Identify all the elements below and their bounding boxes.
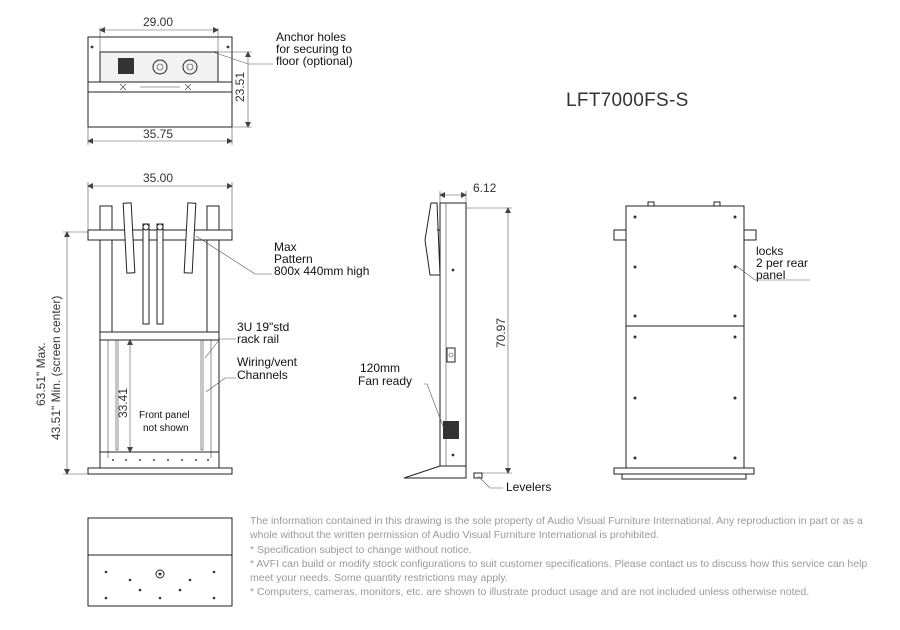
callout-rack-rail-line-1: 3U 19"std <box>237 320 290 334</box>
callout-max-pattern-line-1: Max <box>274 240 297 254</box>
rear-base <box>614 468 754 474</box>
note-custom: * AVFI can build or modify stock configurations to suit customer specifications. Please contact us to discuss how this service can help meet your needs. Some quantity restrictions may apply. <box>250 557 868 585</box>
callout-locks-line-1: locks <box>756 244 784 258</box>
callout-rack-rail-line-2: rack rail <box>237 332 280 346</box>
side-port <box>447 348 455 362</box>
bottom-view-outline <box>88 518 232 606</box>
callout-anchor-line-3: floor (optional) <box>276 54 353 68</box>
front-panel-note-line-2: not shown <box>143 423 189 434</box>
callout-max-pattern-line-2: Pattern <box>274 252 313 266</box>
dim-front-width: 35.00 <box>143 171 174 185</box>
dim-rack-height: 33.41 <box>116 387 130 418</box>
dim-side-height: 70.97 <box>494 317 508 348</box>
dim-top-depth: 23.51 <box>233 71 247 102</box>
callout-wiring-line-1: Wiring/vent <box>237 355 298 369</box>
callout-locks-line-2: 2 per rear <box>756 256 809 270</box>
callout-anchor-line-1: Anchor holes <box>276 30 347 44</box>
side-view <box>358 181 551 494</box>
note-illustration: * Computers, cameras, monitors, etc. are shown to illustrate product usage and are not included unless otherwise noted. <box>250 586 810 599</box>
mount-arm-right <box>184 203 196 273</box>
model-title: LFT7000FS-S <box>566 90 689 111</box>
side-fan <box>443 421 459 439</box>
rear-view <box>614 202 810 479</box>
note-spec: * Specification subject to change without notice. <box>250 543 472 556</box>
mount-bar-1 <box>143 224 149 324</box>
top-view-fan-grille <box>118 58 134 74</box>
front-view <box>34 171 369 474</box>
front-panel-note-line-1: Front panel <box>139 410 190 421</box>
notes-block <box>250 514 890 600</box>
top-view-housing <box>100 52 218 82</box>
note-copyright: The information contained in this drawing is the sole property of Audio Visual Furniture International. Any reproduction in part or as a whole without the written permission of Audio Visual Furniture International is prohibited. <box>250 515 863 542</box>
dim-front-height-max: 63.51" Max. <box>34 342 48 406</box>
front-base <box>88 468 232 474</box>
bottom-view <box>88 518 232 606</box>
dim-top-width: 29.00 <box>143 15 174 29</box>
callout-max-pattern-line-3: 800x 440mm high <box>274 264 370 278</box>
side-base <box>404 466 466 478</box>
dim-front-height-min: 43.51" Min. (screen center) <box>49 295 63 440</box>
dim-side-depth: 6.12 <box>473 181 497 195</box>
mount-arm-left <box>123 203 135 273</box>
top-view <box>88 15 353 145</box>
callout-levelers: Levelers <box>506 480 552 494</box>
mount-bar-2 <box>157 224 163 324</box>
callout-fan-line-1: 120mm <box>360 361 401 375</box>
callout-wiring-line-2: Channels <box>237 368 288 382</box>
callout-locks-line-3: panel <box>756 268 786 282</box>
callout-anchor-line-2: for securing to <box>276 42 353 56</box>
callout-fan-line-2: Fan ready <box>358 374 413 388</box>
side-mount-bracket <box>425 203 440 275</box>
dim-top-base-width: 35.75 <box>143 127 174 141</box>
rear-cabinet <box>626 206 744 468</box>
